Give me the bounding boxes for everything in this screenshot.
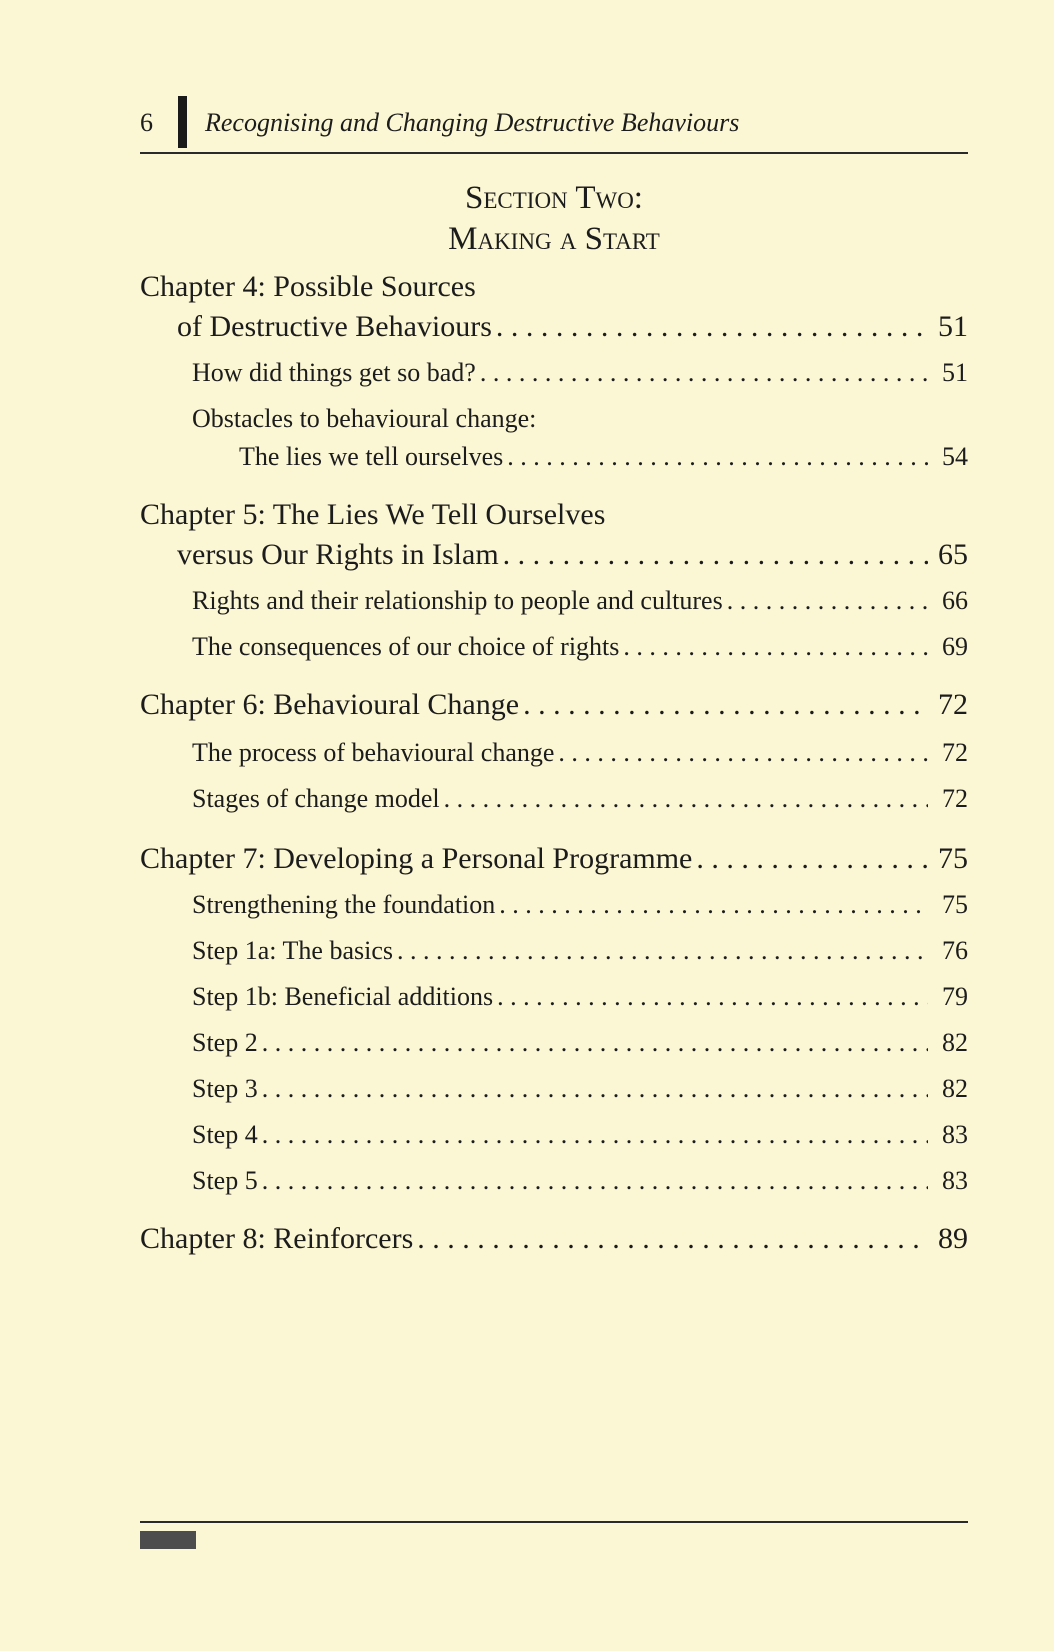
toc-page-number: 65 bbox=[938, 538, 968, 571]
toc-chapter-4-title: Chapter 4: Possible Sources bbox=[140, 270, 476, 303]
running-title: Recognising and Changing Destructive Behaviours bbox=[205, 108, 740, 137]
leader-dots bbox=[696, 842, 928, 876]
leader-dots bbox=[480, 358, 928, 388]
toc-page-number: 51 bbox=[942, 358, 968, 387]
toc-page-number: 72 bbox=[938, 688, 968, 721]
leader-dots bbox=[727, 586, 928, 616]
leader-dots bbox=[507, 442, 928, 472]
leader-dots bbox=[262, 1028, 928, 1058]
toc-entry: Stages of change model . . . 72 bbox=[140, 784, 968, 814]
leader-dots bbox=[444, 784, 928, 814]
footer-rule bbox=[140, 1521, 968, 1523]
leader-dots bbox=[503, 538, 928, 572]
toc-page-number: 66 bbox=[942, 586, 968, 615]
leader-dots bbox=[523, 688, 928, 722]
header-rule bbox=[140, 152, 968, 154]
toc-entry: How did things get so bad? . . . 51 bbox=[140, 358, 968, 388]
toc-page-number: 82 bbox=[942, 1028, 968, 1057]
leader-dots bbox=[496, 310, 928, 344]
leader-dots bbox=[558, 738, 928, 768]
toc-chapter-7: Chapter 7: Developing a Personal Programme . . . 75 bbox=[140, 842, 968, 876]
toc-page-number: 69 bbox=[942, 632, 968, 661]
leader-dots bbox=[262, 1074, 928, 1104]
toc-chapter-4: of Destructive Behaviours . . . 51 bbox=[140, 310, 968, 344]
toc-page-number: 83 bbox=[942, 1166, 968, 1195]
leader-dots bbox=[262, 1120, 928, 1150]
toc-entry: Step 1a: The basics . . . 76 bbox=[140, 936, 968, 966]
toc-entry: The process of behavioural change . . . 72 bbox=[140, 738, 968, 768]
toc-chapter-6: Chapter 6: Behavioural Change . . . 72 bbox=[140, 688, 968, 722]
toc-entry: Step 1b: Beneficial additions . . . 79 bbox=[140, 982, 968, 1012]
toc-entry: Step 2 . . . 82 bbox=[140, 1028, 968, 1058]
toc-entry: Step 4 . . . 83 bbox=[140, 1120, 968, 1150]
page-number: 6 bbox=[140, 108, 153, 137]
leader-dots bbox=[623, 632, 928, 662]
toc-entry: Step 5 . . . 83 bbox=[140, 1166, 968, 1196]
toc-page-number: 89 bbox=[938, 1222, 968, 1255]
toc-entry: Strengthening the foundation . . . 75 bbox=[140, 890, 968, 920]
leader-dots bbox=[499, 890, 928, 920]
running-header bbox=[140, 104, 968, 144]
section-heading-line2: Making a Start bbox=[448, 221, 660, 257]
toc-page-number: 79 bbox=[942, 982, 968, 1011]
toc-page-number: 75 bbox=[942, 890, 968, 919]
toc-page-number: 72 bbox=[942, 738, 968, 767]
toc-entry: Rights and their relationship to people and cultures . . . 66 bbox=[140, 586, 968, 616]
toc-entry: The consequences of our choice of rights . . . 69 bbox=[140, 632, 968, 662]
toc-page-number: 83 bbox=[942, 1120, 968, 1149]
toc-page-number: 72 bbox=[942, 784, 968, 813]
section-heading bbox=[140, 178, 968, 260]
toc-chapter-5-title: Chapter 5: The Lies We Tell Ourselves bbox=[140, 498, 606, 531]
toc-entry-title: Obstacles to behavioural change: bbox=[192, 404, 537, 433]
leader-dots bbox=[262, 1166, 928, 1196]
toc-page-number: 82 bbox=[942, 1074, 968, 1103]
toc-page-number: 76 bbox=[942, 936, 968, 965]
leader-dots bbox=[417, 1222, 928, 1256]
header-bar-ornament bbox=[178, 96, 187, 148]
section-heading-line1: Section Two: bbox=[465, 180, 643, 216]
leader-dots bbox=[497, 982, 928, 1012]
toc-entry: The lies we tell ourselves . . . 54 bbox=[140, 442, 968, 472]
toc-page-number: 75 bbox=[938, 842, 968, 875]
footer-block-ornament bbox=[140, 1531, 196, 1549]
toc-chapter-8: Chapter 8: Reinforcers . . . 89 bbox=[140, 1222, 968, 1256]
toc-page-number: 54 bbox=[942, 442, 968, 471]
toc-entry: Step 3 . . . 82 bbox=[140, 1074, 968, 1104]
toc-page-number: 51 bbox=[938, 310, 968, 343]
leader-dots bbox=[397, 936, 928, 966]
toc-chapter-5: versus Our Rights in Islam . . . 65 bbox=[140, 538, 968, 572]
